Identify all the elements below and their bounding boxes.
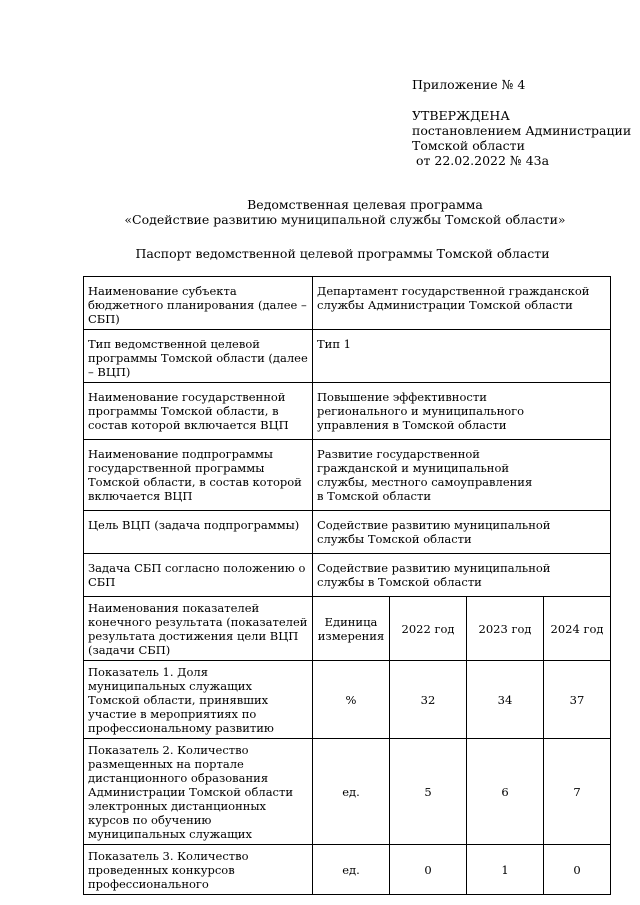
indicator-unit: ед. [313, 739, 390, 845]
indicator-value: 0 [544, 845, 611, 895]
indicators-header-label: Наименования показателей конечного результата (показателей результата достижения цели ВЦП (задачи СБП) [84, 597, 313, 661]
indicator-value: 1 [467, 845, 544, 895]
table-row [84, 554, 611, 597]
row-label: Цель ВЦП (задача подпрограммы) [84, 511, 313, 554]
row-value: Содействие развитию муниципальной службы в Томской области [313, 554, 611, 597]
indicator-row [84, 845, 611, 895]
row-label: Наименование субъекта бюджетного планирования (далее – СБП) [84, 277, 313, 330]
indicator-value: 0 [390, 845, 467, 895]
row-value: Развитие государственной гражданской и муниципальной службы, местного самоуправления в Томской области [313, 440, 611, 511]
passport-table [83, 276, 611, 895]
year-header: 2023 год [467, 597, 544, 661]
indicator-value: 32 [390, 661, 467, 739]
row-value: Тип 1 [313, 330, 611, 383]
indicator-unit: % [313, 661, 390, 739]
approval-line: УТВЕРЖДЕНА [412, 108, 510, 123]
passport-title: Паспорт ведомственной целевой программы Томской области [135, 246, 550, 261]
row-value: Содействие развитию муниципальной службы Томской области [313, 511, 611, 554]
row-label: Наименование государственной программы Томской области, в состав которой включается ВЦП [84, 383, 313, 440]
table-row [84, 511, 611, 554]
indicator-value: 37 [544, 661, 611, 739]
indicator-value: 5 [390, 739, 467, 845]
row-value: Департамент государственной гражданской службы Администрации Томской области [313, 277, 611, 330]
indicator-value: 34 [467, 661, 544, 739]
indicator-value: 7 [544, 739, 611, 845]
indicator-row [84, 739, 611, 845]
title-line-2: «Содействие развитию муниципальной службы Томской области» [124, 212, 566, 227]
table-row [84, 330, 611, 383]
table-row [84, 440, 611, 511]
unit-header: Единица измерения [313, 597, 390, 661]
approval-line: постановлением Администрации [412, 123, 632, 138]
table-row [84, 277, 611, 330]
indicator-label: Показатель 1. Доля муниципальных служащих Томской области, принявших участие в мероприятиях по профессиональному развитию [84, 661, 313, 739]
indicator-value: 6 [467, 739, 544, 845]
row-label: Задача СБП согласно положению о СБП [84, 554, 313, 597]
indicator-label: Показатель 3. Количество проведенных конкурсов профессионального [84, 845, 313, 895]
approval-line: от 22.02.2022 № 43а [412, 153, 550, 168]
indicator-unit: ед. [313, 845, 390, 895]
row-label: Тип ведомственной целевой программы Томской области (далее – ВЦП) [84, 330, 313, 383]
title-line-1: Ведомственная целевая программа [247, 197, 483, 212]
year-header: 2022 год [390, 597, 467, 661]
year-header: 2024 год [544, 597, 611, 661]
indicator-label: Показатель 2. Количество размещенных на портале дистанционного образования Администрации Томской области электронных дистанционных курсов по обучению муниципальных служащих [84, 739, 313, 845]
table-row [84, 383, 611, 440]
row-label: Наименование подпрограммы государственной программы Томской области, в состав которой включается ВЦП [84, 440, 313, 511]
indicator-row [84, 661, 611, 739]
document-title [0, 197, 640, 227]
appendix-label: Приложение № 4 [412, 77, 526, 92]
indicators-header-row [84, 597, 611, 661]
row-value: Повышение эффективности регионального и муниципального управления в Томской области [313, 383, 611, 440]
approval-stamp [412, 108, 631, 168]
approval-line: Томской области [412, 138, 525, 153]
